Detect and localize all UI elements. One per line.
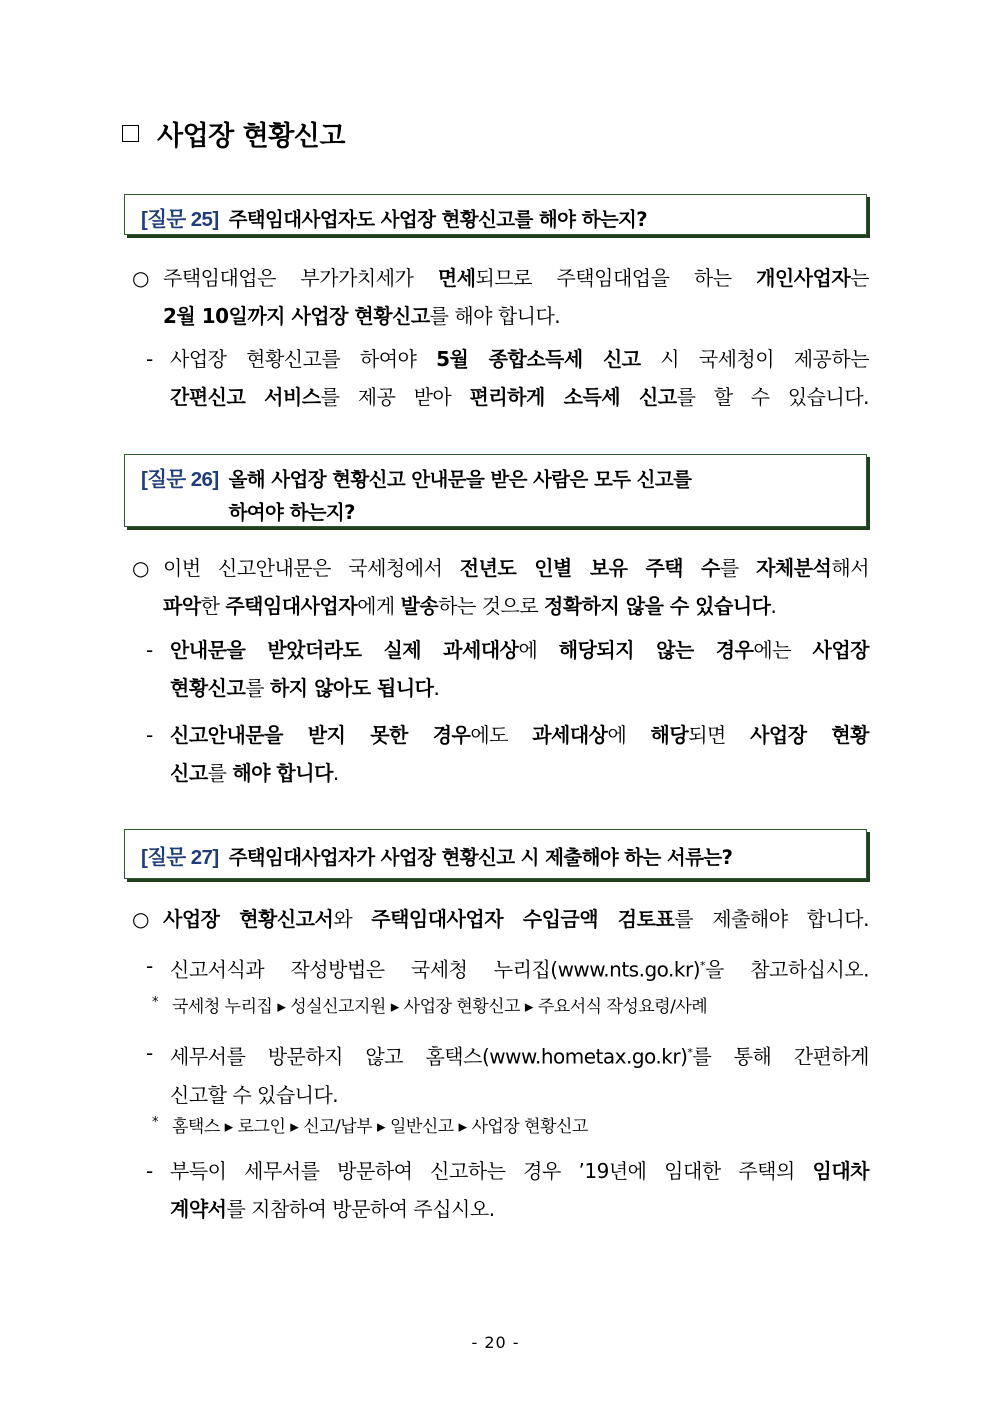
bold-text: 개인사업자 (756, 266, 851, 290)
text: 를 할 수 있습니다. (676, 385, 870, 409)
footnote-star: * (152, 1115, 158, 1130)
bold-text: 계약서 (170, 1197, 227, 1221)
section-title (122, 114, 345, 153)
text: 에게 (357, 594, 401, 618)
bold-text: 임대차 (812, 1159, 869, 1183)
text: 사업장 현황신고를 하여야 (170, 347, 437, 371)
bold-text: 안내문을 받았더라도 실제 과세대상 (170, 638, 519, 662)
question-label: [질문 25] (141, 208, 219, 231)
text: 하는 것으로 (438, 594, 545, 618)
question-label: [질문 27] (141, 846, 219, 869)
answer-paragraph (170, 716, 869, 792)
question-text: 주택임대사업자가 사업장 현황신고 시 제출해야 하는 서류는? (228, 846, 733, 869)
bold-text: 5월 종합소득세 신고 (436, 347, 641, 371)
text: 와 (333, 907, 372, 931)
text: 에도 (470, 723, 533, 747)
bold-text: 해야 합니다 (232, 761, 333, 785)
section-title-text: 사업장 현황신고 (157, 121, 345, 152)
bold-text: 사업장 (812, 638, 869, 662)
bold-text: 주택임대사업자 수입금액 검토표 (371, 907, 675, 931)
bold-text: 전년도 인별 보유 주택 수 (459, 556, 720, 580)
answer-paragraph (170, 631, 869, 707)
dash-bullet: - (146, 638, 154, 662)
answer-paragraph (170, 340, 869, 416)
answer-paragraph (170, 1034, 869, 1114)
bold-text: 정확하지 않을 수 있습니다 (544, 594, 771, 618)
text: 되면 (688, 723, 751, 747)
bold-text: 편리하게 소득세 신고 (469, 385, 677, 409)
dash-bullet: - (146, 347, 154, 371)
text: 를 (245, 676, 270, 700)
bold-text: 발송 (400, 594, 439, 618)
text: 부득이 세무서를 방문하여 신고하는 경우 ’19년에 임대한 주택의 (170, 1159, 813, 1183)
text: 를 제공 받아 (320, 385, 470, 409)
bold-text: 해당되지 않는 경우 (558, 638, 754, 662)
footnote (152, 1112, 872, 1137)
question-text (229, 463, 692, 529)
text: 에는 (753, 638, 813, 662)
question-line: 올해 사업장 현황신고 안내문을 받은 사람은 모두 신고를 (228, 468, 692, 491)
question-label: [질문 26] (141, 468, 219, 491)
text: 를 (719, 556, 757, 580)
bold-text: 2월 10일까지 사업장 현황신고 (163, 304, 430, 328)
bold-text: 면세 (437, 266, 476, 290)
bold-text: 신고안내문을 받지 못한 경우 (170, 723, 471, 747)
question-text: 주택임대사업자도 사업장 현황신고를 해야 하는지? (228, 208, 648, 231)
circle-bullet: ○ (132, 266, 150, 290)
bold-text: 하지 않아도 됩니다 (269, 676, 434, 700)
text: 해서 (831, 556, 870, 580)
text: 를 통해 간편하게 (692, 1044, 869, 1069)
text: 를 제출해야 합니다. (674, 907, 869, 931)
checkbox-icon (122, 125, 139, 142)
footnote-star: * (152, 995, 158, 1010)
text: 을 참고하십시오. (705, 957, 869, 982)
text: 시 국세청이 제공하는 (640, 347, 870, 371)
answer-paragraph (170, 1152, 869, 1228)
answer-paragraph (170, 947, 869, 989)
bold-text: 사업장 현황 (750, 723, 869, 747)
bold-text: 해당 (650, 723, 689, 747)
text: 한 (200, 594, 226, 618)
dash-bullet: - (146, 954, 154, 978)
dash-bullet: - (146, 1041, 154, 1065)
question-box-27 (124, 829, 867, 879)
page-number: - 20 - (471, 1333, 520, 1352)
footnote-marker: * (700, 959, 705, 972)
text: 에 (518, 638, 559, 662)
footnote-text: 홈택스 ▸ 로그인 ▸ 신고/납부 ▸ 일반신고 ▸ 사업장 현황신고 (172, 1117, 588, 1137)
footnote-marker: * (687, 1046, 693, 1059)
text: 되므로 주택임대업을 하는 (475, 266, 757, 290)
footnote-text: 국세청 누리집 ▸ 성실신고지원 ▸ 사업장 현황신고 ▸ 주요서식 작성요령/사례 (172, 997, 708, 1017)
text: . (332, 761, 339, 785)
dash-bullet: - (146, 1159, 154, 1183)
text: 세무서를 방문하지 않고 홈택스(www.hometax.go.kr) (170, 1044, 688, 1069)
bold-text: 과세대상 (532, 723, 608, 747)
text: 를 (207, 761, 233, 785)
text: . (433, 676, 440, 700)
bold-text: 간편신고 서비스 (170, 385, 321, 409)
text: 에 (607, 723, 651, 747)
footnote (152, 992, 872, 1017)
circle-bullet: ○ (132, 556, 150, 580)
text: 를 해야 합니다. (429, 304, 561, 328)
question-box-26 (124, 454, 867, 527)
circle-bullet: ○ (132, 907, 150, 931)
bold-text: 사업장 현황신고서 (163, 907, 334, 931)
text: 신고할 수 있습니다. (170, 1082, 339, 1107)
answer-paragraph (163, 900, 869, 938)
text: 는 (850, 266, 870, 290)
bold-text: 현황신고 (170, 676, 246, 700)
bold-text: 신고 (170, 761, 208, 785)
bold-text: 주택임대사업자 (225, 594, 358, 618)
dash-bullet: - (146, 723, 154, 747)
answer-paragraph (163, 549, 869, 625)
text: 신고서식과 작성방법은 국세청 누리집(www.nts.go.kr) (170, 957, 700, 982)
text: . (770, 594, 777, 618)
question-box-25 (124, 194, 867, 235)
bold-text: 파악 (163, 594, 201, 618)
question-line: 하여야 하는지? (228, 501, 355, 524)
text: 주택임대업은 부가가치세가 (163, 266, 438, 290)
text: 이번 신고안내문은 국세청에서 (163, 556, 460, 580)
text: 를 지참하여 방문하여 주십시오. (226, 1197, 495, 1221)
bold-text: 자체분석 (756, 556, 832, 580)
answer-paragraph (163, 259, 869, 335)
